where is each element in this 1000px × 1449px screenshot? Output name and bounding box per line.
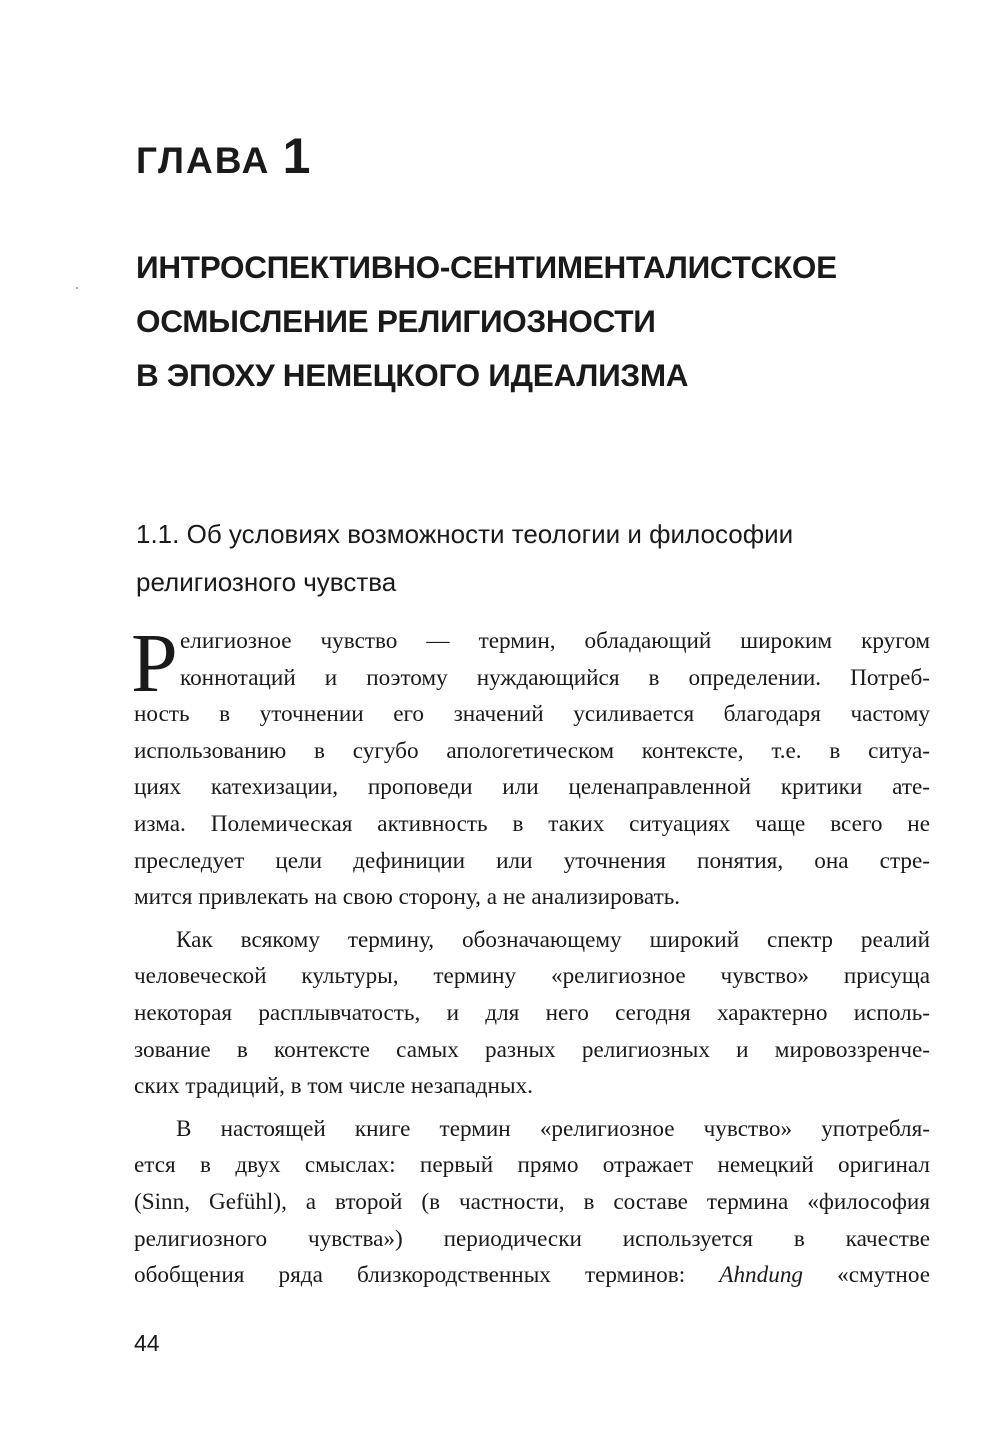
text-line: ется в двух смыслах: первый прямо отражает немецкий оригинал: [134, 1152, 930, 1179]
print-speck: [76, 287, 78, 289]
text-line: (Sinn, Gefühl), а второй (в частности, в составе термина «философия: [134, 1188, 930, 1215]
text-line: человеческой культуры, термину «религиозное чувство» присуща: [134, 963, 930, 990]
paragraph-3: [134, 1111, 930, 1294]
chapter-label: [136, 126, 310, 191]
paragraph-1: [134, 623, 930, 916]
section-heading-line: 1.1. Об условиях возможности теологии и философии: [136, 519, 794, 549]
body-text: [131, 617, 931, 1294]
chapter-title-line: ИНТРОСПЕКТИВНО-СЕНТИМЕНТАЛИСТСКОЕ: [136, 249, 837, 285]
text-line: некоторая расплывчатость, и для него сегодня характерно исполь-: [134, 999, 930, 1026]
chapter-number: 1: [282, 128, 311, 184]
text-line: ность в уточнении его значений усиливается благодаря частому: [134, 701, 930, 728]
text-line: елигиозное чувство — термин, обладающий широким кругом: [180, 628, 930, 654]
italic-term: Ahndung: [719, 1262, 804, 1289]
text-line: В настоящей книге термин «религиозное чувство» употребля-: [176, 1115, 930, 1142]
text-line: Как всякому термину, обозначающему широкий спектр реалий: [176, 926, 930, 953]
text-line: коннотаций и поэтому нуждающийся в определении. Потреб-: [180, 664, 930, 691]
chapter-title-line: В ЭПОХУ НЕМЕЦКОГО ИДЕАЛИЗМА: [136, 357, 689, 393]
chapter-title: [136, 240, 956, 402]
drop-cap: Р: [131, 617, 178, 710]
text-line: ских традиций, в том числе незападных.: [134, 1073, 533, 1100]
text-run: «смутное: [803, 1262, 931, 1289]
chapter-title-line: ОСМЫСЛЕНИЕ РЕЛИГИОЗНОСТИ: [136, 303, 656, 339]
section-heading-line: религиозного чувства: [136, 567, 397, 597]
text-line: использованию в сугубо апологетическом контексте, т.е. в ситуа-: [134, 737, 930, 764]
text-line: преследует цели дефиниции или уточнения понятия, она стре-: [134, 847, 930, 874]
text-line: [134, 1257, 930, 1294]
chapter-label-word: ГЛАВА: [136, 140, 271, 181]
text-line: мится привлекать на свою сторону, а не анализировать.: [134, 884, 681, 911]
paragraph-2: [134, 922, 930, 1105]
text-run: обобщения ряда близкородственных терминов:: [134, 1262, 720, 1289]
text-line: религиозного чувства») периодически используется в качестве: [134, 1225, 930, 1252]
text-line: зование в контексте самых разных религиозных и мировоззренче-: [134, 1036, 930, 1063]
text-line: циях катехизации, проповеди или целенаправленной критики ате-: [134, 774, 930, 801]
text-line: изма. Полемическая активность в таких ситуациях чаще всего не: [134, 810, 930, 837]
section-heading: [136, 510, 936, 606]
page-number: 44: [134, 1330, 160, 1356]
